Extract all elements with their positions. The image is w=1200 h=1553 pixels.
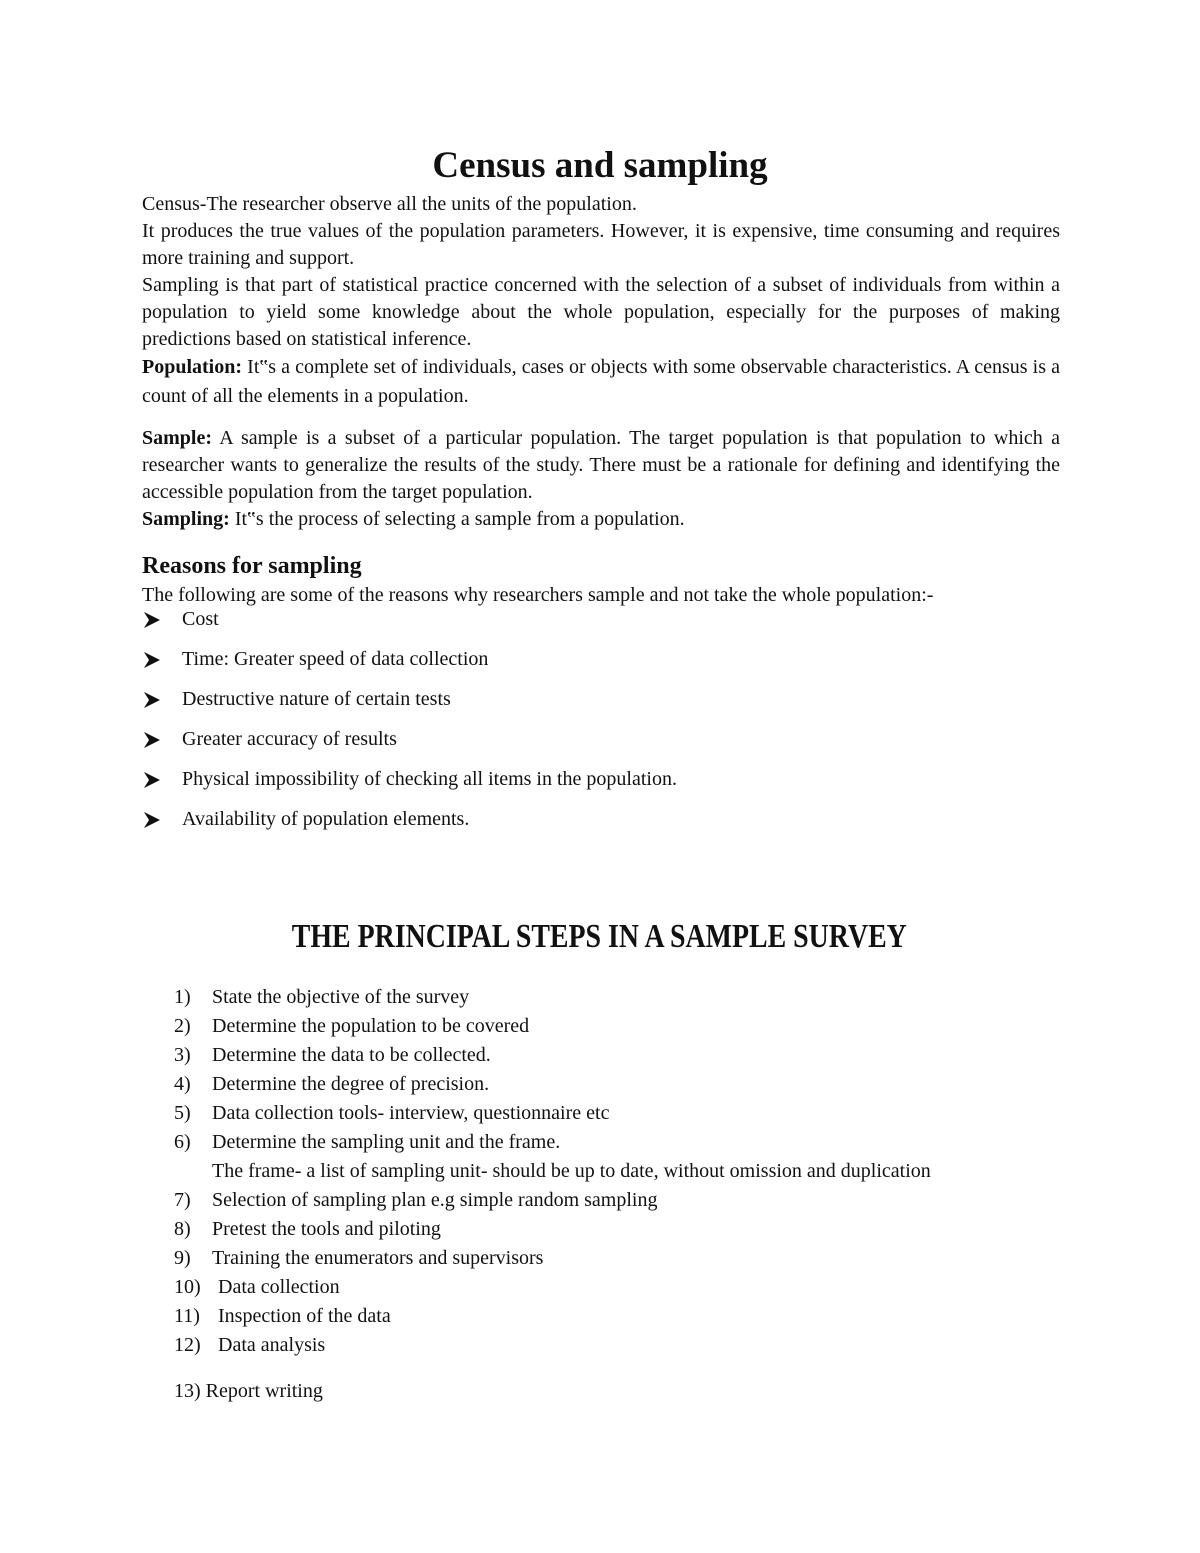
list-item xyxy=(174,1042,1074,1071)
sampling-label: Sampling: xyxy=(142,508,230,530)
reason-text: Time: Greater speed of data collection xyxy=(182,648,489,670)
step-text: Training the enumerators and supervisors xyxy=(212,1247,544,1269)
step-number: 4) xyxy=(174,1073,191,1095)
list-item xyxy=(174,1274,1074,1303)
sampling-text: It‟s the process of selecting a sample from a population. xyxy=(229,508,685,530)
list-item xyxy=(142,646,1060,686)
census-detail: It produces the true values of the population parameters. However, it is expensive, time consuming and requires more training and support. xyxy=(142,220,1060,269)
step-text: Determine the degree of precision. xyxy=(212,1073,490,1095)
step-number: 7) xyxy=(174,1189,191,1211)
list-item xyxy=(174,984,1074,1013)
step-text: Data analysis xyxy=(218,1334,326,1356)
list-item xyxy=(174,1129,1074,1158)
step-text: Data collection tools- interview, questionnaire etc xyxy=(212,1102,610,1124)
step-number: 12) xyxy=(174,1334,201,1356)
list-item xyxy=(174,1158,1074,1187)
page-title: Census and sampling xyxy=(432,145,768,186)
list-item xyxy=(174,1187,1074,1216)
step-number: 5) xyxy=(174,1102,191,1124)
census-definition: Census-The researcher observe all the units of the population. xyxy=(142,193,637,215)
list-item xyxy=(174,1332,1074,1361)
step-text: Pretest the tools and piloting xyxy=(212,1218,441,1240)
step-text: Inspection of the data xyxy=(218,1305,391,1327)
list-item xyxy=(174,1216,1074,1245)
sample-definition xyxy=(142,425,1060,506)
step-number: 10) xyxy=(174,1276,201,1298)
sample-label: Sample: xyxy=(142,427,212,449)
step-text: The frame- a list of sampling unit- should be up to date, without omission and duplication xyxy=(212,1160,931,1182)
population-label: Population: xyxy=(142,356,243,378)
list-item xyxy=(174,1013,1074,1042)
sample-section xyxy=(142,425,1060,533)
reasons-list xyxy=(142,606,1060,846)
list-item xyxy=(174,1245,1074,1274)
step-number: 3) xyxy=(174,1044,191,1066)
sampling-process-definition xyxy=(142,506,1060,533)
step-text: Determine the population to be covered xyxy=(212,1015,530,1037)
reasons-heading: Reasons for sampling xyxy=(142,553,362,579)
sampling-definition: Sampling is that part of statistical practice concerned with the selection of a subset of individuals from within a population to yield some knowledge about the whole population, especially for the purposes of making predictions based on statistical inference. xyxy=(142,274,1060,350)
step-number: 8) xyxy=(174,1218,191,1240)
steps-list xyxy=(174,984,1074,1361)
list-item xyxy=(174,1303,1074,1332)
population-definition xyxy=(142,353,1060,411)
arrowhead-bullet-icon xyxy=(142,690,162,710)
list-item xyxy=(174,1100,1074,1129)
step-number: 9) xyxy=(174,1247,191,1269)
reasons-intro: The following are some of the reasons why researchers sample and not take the whole population:- xyxy=(142,584,934,606)
reason-text: Physical impossibility of checking all items in the population. xyxy=(182,768,677,790)
steps-heading: THE PRINCIPAL STEPS IN A SAMPLE SURVEY xyxy=(291,918,907,955)
list-item xyxy=(142,686,1060,726)
step-number: 6) xyxy=(174,1131,191,1153)
reason-text: Destructive nature of certain tests xyxy=(182,688,451,710)
list-item xyxy=(174,1071,1074,1100)
sample-text: A sample is a subset of a particular population. The target population is that population to which a researcher wants to generalize the results of the study. There must be a rationale for defining and identifying the accessible population from the target population. xyxy=(142,427,1060,503)
arrowhead-bullet-icon xyxy=(142,610,162,630)
reason-text: Greater accuracy of results xyxy=(182,728,397,750)
arrowhead-bullet-icon xyxy=(142,650,162,670)
step-number: 11) xyxy=(174,1305,200,1327)
step-text: Determine the data to be collected. xyxy=(212,1044,491,1066)
step-text: Selection of sampling plan e.g simple random sampling xyxy=(212,1189,658,1211)
list-item xyxy=(142,766,1060,806)
intro-section xyxy=(142,191,1060,411)
step-text: State the objective of the survey xyxy=(212,986,470,1008)
list-item xyxy=(142,806,1060,846)
step-text: Data collection xyxy=(218,1276,340,1298)
arrowhead-bullet-icon xyxy=(142,730,162,750)
reason-text: Cost xyxy=(182,608,219,630)
arrowhead-bullet-icon xyxy=(142,810,162,830)
reason-text: Availability of population elements. xyxy=(182,808,470,830)
list-item xyxy=(142,606,1060,646)
step-number: 1) xyxy=(174,986,191,1008)
step-text: Determine the sampling unit and the frame. xyxy=(212,1131,561,1153)
arrowhead-bullet-icon xyxy=(142,770,162,790)
population-text: It‟s a complete set of individuals, cases or objects with some observable characteristics. A census is a count of all the elements in a population. xyxy=(142,356,1060,407)
step-report-writing: 13) Report writing xyxy=(174,1380,323,1402)
list-item xyxy=(142,726,1060,766)
step-number: 2) xyxy=(174,1015,191,1037)
